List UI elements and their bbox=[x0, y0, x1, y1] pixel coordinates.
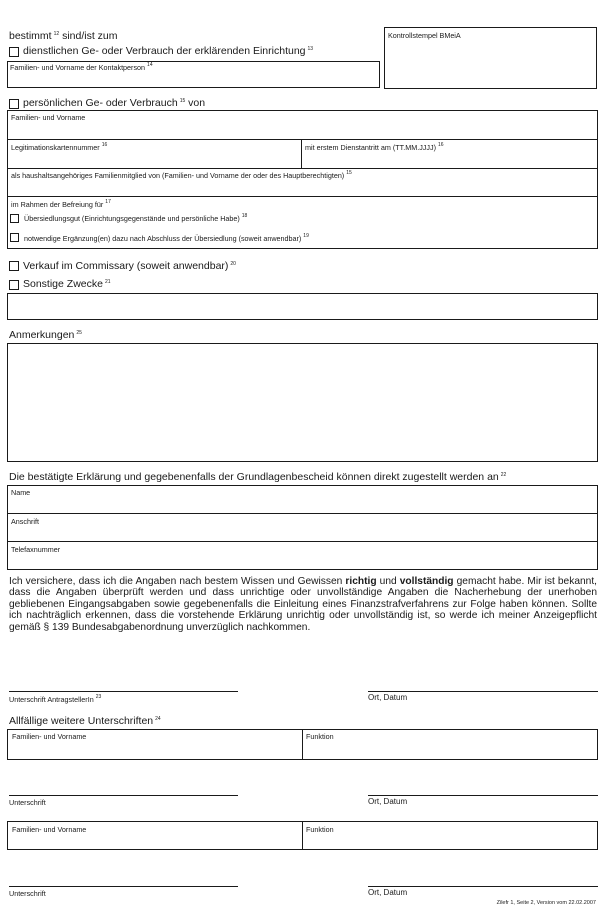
signer-1-signature-label: Unterschrift bbox=[9, 798, 46, 807]
declaration-part-3: gemacht habe. Mir ist bekannt, dass die Angaben überprüft werden und dass unrichtige oder unvollständige Angaben die Nacherhebung der unerhoben gebliebenen Eingangsabgaben sowie gegebenenfalls die Einleitung eines Finanzstrafverfahrens zur Folge haben können. Sollte ich nachträglich erkennen, dass die vorstehende Erklärung unrichtig oder unvollständig ist, so werde ich meiner Anzeigepflicht gemäß § 139 Bundesabgabenordnung unverzüglich nachkommen. bbox=[9, 576, 597, 633]
relocation-goods-text: Übersiedlungsgut (Einrichtungsgegenstände und persönliche Habe) bbox=[24, 214, 240, 223]
declaration-part-1: Ich versichere, dass ich die Angaben nach bestem Wissen und Gewissen bbox=[9, 576, 346, 587]
applicant-place-date-line[interactable] bbox=[368, 691, 598, 692]
personal-use-footnote: 15 bbox=[179, 98, 186, 104]
control-stamp-label: Kontrollstempel BMeiA bbox=[388, 31, 461, 40]
other-purposes-checkbox[interactable] bbox=[9, 280, 19, 290]
footer-version: Zilefr 1, Seite 2, Version vom 22.02.2007 bbox=[496, 900, 596, 906]
applicant-signature-line[interactable] bbox=[9, 691, 238, 692]
exemption-text: im Rahmen der Befreiung für bbox=[11, 200, 104, 209]
relocation-goods-footnote: 18 bbox=[241, 213, 248, 219]
signer-1-function-field[interactable] bbox=[303, 730, 597, 759]
declaration-bold-correct: richtig bbox=[345, 576, 377, 587]
applicant-signature-footnote: 23 bbox=[95, 694, 102, 700]
relocation-goods-label bbox=[24, 215, 247, 222]
signer-2-signature-label: Unterschrift bbox=[9, 889, 46, 898]
delivery-text: Die bestätigte Erklärung und gegebenenfalls der Grundlagenbescheid können direkt zugestellt werden an bbox=[9, 471, 499, 483]
commissary-footnote: 20 bbox=[230, 261, 236, 267]
signer-2-function-field[interactable] bbox=[303, 822, 597, 849]
household-member-footnote: 15 bbox=[346, 170, 352, 176]
signer-1-place-date-line[interactable] bbox=[368, 795, 598, 796]
household-member-label bbox=[11, 172, 352, 179]
legitimation-card-text: Legitimationskartennummer bbox=[11, 143, 100, 152]
signer-1-signature-line[interactable] bbox=[9, 795, 238, 796]
other-purposes-label bbox=[23, 279, 111, 290]
supplement-text: notwendige Ergänzung(en) dazu nach Abschluss der Übersiedlung (soweit anwendbar) bbox=[24, 234, 302, 243]
declaration-paragraph bbox=[9, 576, 597, 633]
delivery-name-field[interactable] bbox=[8, 486, 597, 512]
other-purposes-footnote: 21 bbox=[104, 279, 111, 285]
declaration-bold-complete: vollständig bbox=[399, 576, 454, 587]
further-signatures-text: Allfällige weitere Unterschriften bbox=[9, 715, 154, 727]
signer-2-place-date-line[interactable] bbox=[368, 886, 598, 887]
official-use-footnote: 13 bbox=[307, 46, 314, 52]
personal-use-label bbox=[23, 98, 205, 109]
family-name-label: Familien- und Vorname bbox=[11, 113, 86, 122]
declaration-part-2: und bbox=[376, 576, 400, 587]
contact-person-text: Familien- und Vorname der Kontaktperson bbox=[10, 63, 146, 72]
exemption-footnote: 17 bbox=[105, 199, 111, 205]
other-purposes-field[interactable] bbox=[7, 293, 598, 320]
other-purposes-text: Sonstige Zwecke bbox=[23, 278, 103, 290]
supplement-footnote: 19 bbox=[303, 233, 309, 239]
supplement-checkbox[interactable] bbox=[10, 233, 19, 242]
delivery-fax-field[interactable] bbox=[8, 542, 597, 569]
legitimation-card-footnote: 16 bbox=[101, 142, 108, 148]
personal-use-text: persönlichen Ge- oder Verbrauch bbox=[23, 97, 178, 109]
intro-footnote: 12 bbox=[53, 31, 60, 37]
remarks-label bbox=[9, 330, 82, 341]
commissary-label bbox=[23, 261, 236, 272]
service-start-footnote: 16 bbox=[437, 142, 444, 148]
further-signatures-label bbox=[9, 716, 161, 727]
applicant-signature-label bbox=[9, 696, 101, 703]
personal-use-suffix: von bbox=[188, 97, 206, 109]
contact-person-footnote: 14 bbox=[147, 62, 153, 68]
personal-use-checkbox[interactable] bbox=[9, 99, 19, 109]
official-use-checkbox[interactable] bbox=[9, 47, 19, 57]
intro-line bbox=[9, 31, 118, 42]
commissary-checkbox[interactable] bbox=[9, 261, 19, 271]
contact-person-label bbox=[10, 64, 153, 71]
delivery-address-label: Anschrift bbox=[11, 517, 39, 526]
signer-2-signature-line[interactable] bbox=[9, 886, 238, 887]
signer-1-place-date-label: Ort, Datum bbox=[368, 797, 408, 806]
commissary-text: Verkauf im Commissary (soweit anwendbar) bbox=[23, 260, 229, 272]
delivery-footnote: 22 bbox=[500, 472, 507, 478]
intro-rest: sind/ist zum bbox=[62, 30, 118, 42]
signer-2-function-label: Funktion bbox=[306, 825, 334, 834]
supplement-label bbox=[24, 235, 309, 242]
applicant-place-date-label: Ort, Datum bbox=[368, 693, 408, 702]
signer-2-place-date-label: Ort, Datum bbox=[368, 888, 408, 897]
family-name-field[interactable] bbox=[8, 111, 597, 138]
legitimation-card-label bbox=[11, 144, 107, 151]
delivery-name-label: Name bbox=[11, 488, 31, 497]
further-signatures-footnote: 24 bbox=[155, 716, 161, 722]
remarks-text: Anmerkungen bbox=[9, 329, 75, 341]
delivery-label bbox=[9, 472, 506, 483]
exemption-label bbox=[11, 201, 111, 208]
signer-2-name-label: Familien- und Vorname bbox=[12, 825, 87, 834]
relocation-goods-checkbox[interactable] bbox=[10, 214, 19, 223]
remarks-field[interactable] bbox=[7, 343, 598, 462]
table-divider bbox=[7, 196, 598, 197]
intro-text: bestimmt bbox=[9, 30, 52, 42]
applicant-signature-text: Unterschrift AntragstellerIn bbox=[9, 695, 94, 704]
service-start-text: mit erstem Dienstantritt am (TT.MM.JJJJ) bbox=[305, 143, 436, 152]
delivery-address-field[interactable] bbox=[8, 514, 597, 540]
official-use-text: dienstlichen Ge- oder Verbrauch der erklärenden Einrichtung bbox=[23, 45, 306, 57]
signer-1-name-label: Familien- und Vorname bbox=[12, 732, 87, 741]
official-use-label bbox=[23, 46, 313, 57]
signer-1-function-label: Funktion bbox=[306, 732, 334, 741]
household-member-text: als haushaltsangehöriges Familienmitglied von (Familien- und Vorname der oder des Hauptberechtigten) bbox=[11, 171, 345, 180]
service-start-label bbox=[305, 144, 444, 151]
delivery-fax-label: Telefaxnummer bbox=[11, 545, 61, 554]
remarks-footnote: 25 bbox=[76, 330, 82, 336]
